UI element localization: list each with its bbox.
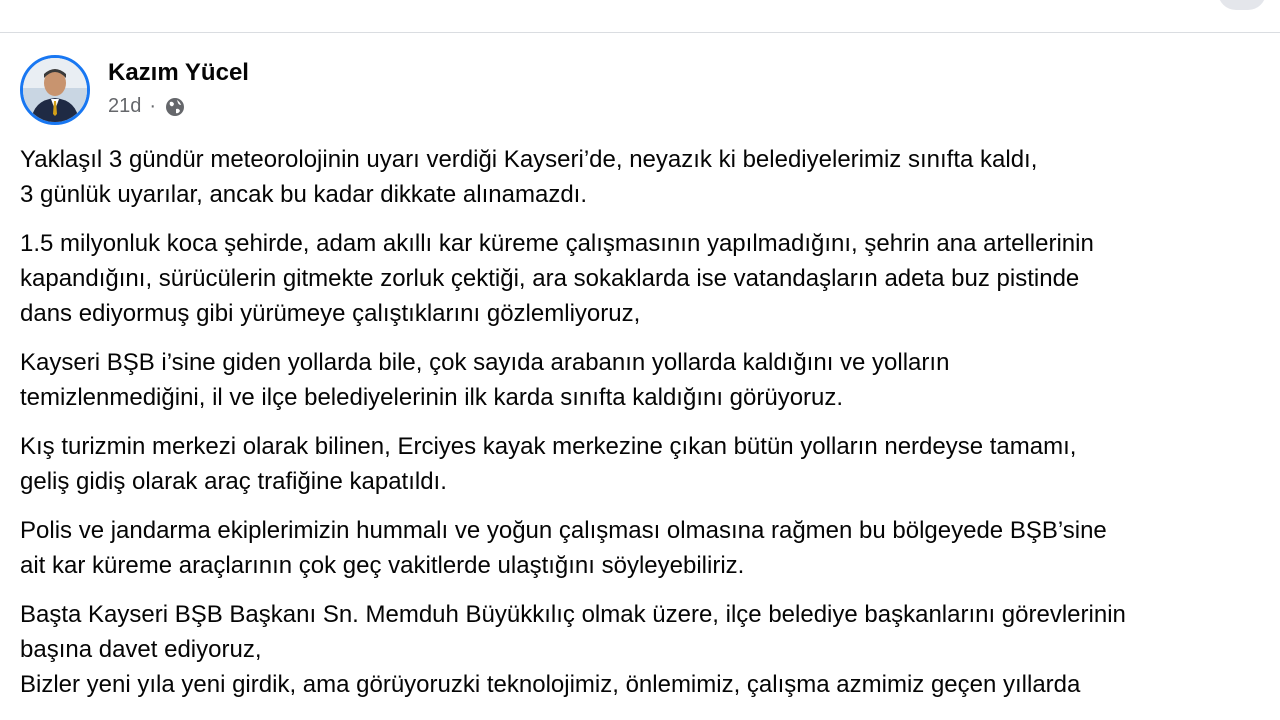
- post-paragraph: Kayseri BŞB i’sine giden yollarda bile, çok sayıda arabanın yollarda kaldığını ve yolların temizlenmediğini, il ve ilçe belediyelerinin ilk karda sınıfta kaldığını görüyoruz.: [20, 349, 950, 411]
- menu-button[interactable]: [1218, 0, 1266, 10]
- globe-icon[interactable]: [164, 96, 186, 118]
- post-meta: [108, 95, 186, 118]
- author-name[interactable]: Kazım Yücel: [108, 59, 249, 86]
- avatar[interactable]: [20, 55, 90, 125]
- meta-separator: ·: [149, 95, 157, 117]
- post-paragraph: 1.5 milyonluk koca şehirde, adam akıllı kar küreme çalışmasının yapılmadığını, şehrin ana artellerinin kapandığını, sürücülerin gitmekte zorluk çektiği, ara sokaklarda ise vatandaşların adeta buz pistinde dans ediyormuş gibi yürümeye çalıştıklarını gözlemliyoruz,: [20, 230, 1094, 327]
- post-paragraph: Polis ve jandarma ekiplerimizin hummalı ve yoğun çalışması olmasına rağmen bu bölgeyede BŞB’sine ait kar küreme araçlarının çok geç vakitlerde ulaştığını söyleyebiliriz.: [20, 517, 1107, 579]
- post-header: [20, 55, 620, 129]
- post-paragraph: Başta Kayseri BŞB Başkanı Sn. Memduh Büyükkılıç olmak üzere, ilçe belediye başkanlarını görevlerinin başına davet ediyoruz, Bizler yeni yıla yeni girdik, ama görüyoruzki teknolojimiz, önlemimiz, çalışma azmimiz geçen yıllarda: [20, 601, 1126, 698]
- post-paragraph: Yaklaşıl 3 gündür meteorolojinin uyarı verdiği Kayseri’de, neyazık ki belediyelerimiz sınıfta kaldı, 3 günlük uyarılar, ancak bu kadar dikkate alınamazdı.: [20, 146, 1038, 208]
- post-paragraph: Kış turizmin merkezi olarak bilinen, Erciyes kayak merkezine çıkan bütün yolların nerdeyse tamamı, geliş gidiş olarak araç trafiğine kapatıldı.: [20, 433, 1077, 495]
- top-bar: [0, 0, 1280, 33]
- post-text: [20, 142, 1270, 716]
- post-time[interactable]: 21d: [108, 95, 142, 117]
- post-card: [0, 33, 1280, 720]
